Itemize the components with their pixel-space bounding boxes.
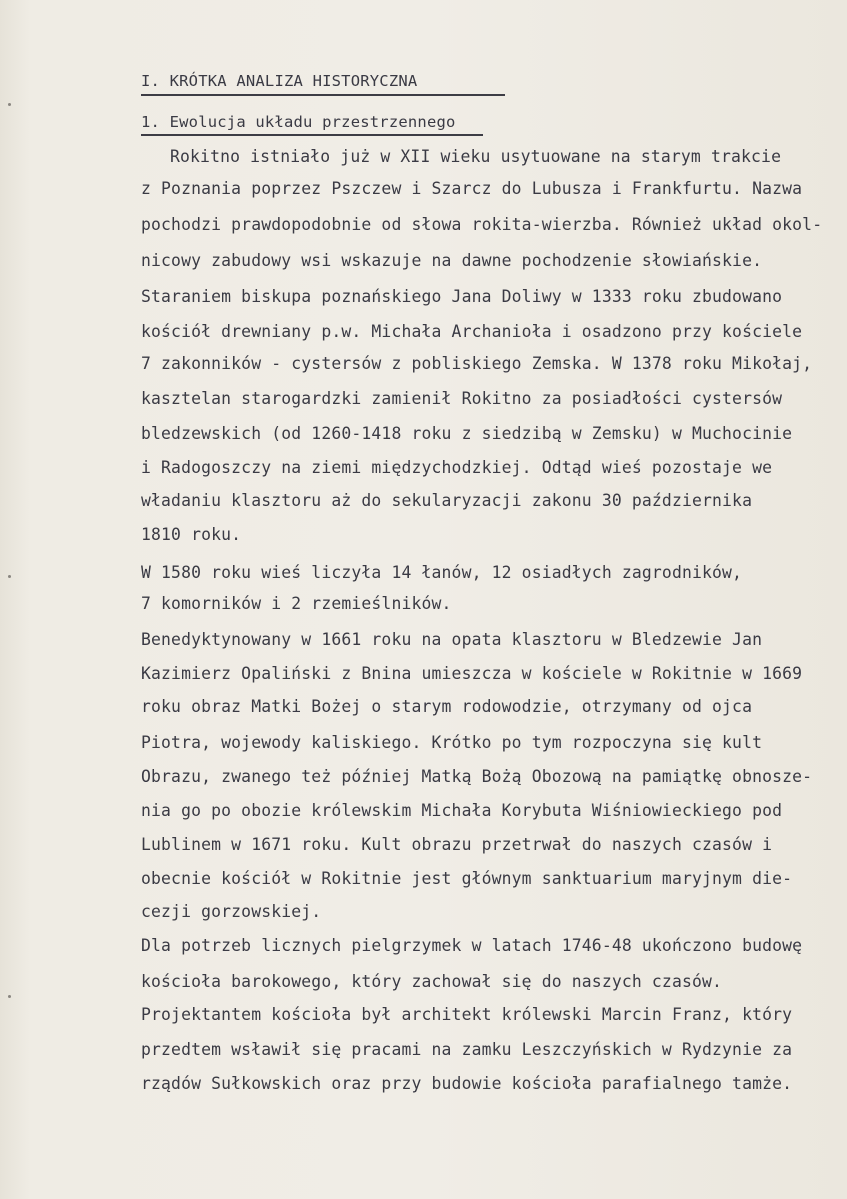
body-line: Piotra, wojewody kaliskiego. Krótko po tym rozpoczyna się kult [141, 733, 763, 752]
body-line: Lublinem w 1671 roku. Kult obrazu przetrwał do naszych czasów i [141, 835, 773, 854]
body-line: Projektantem kościoła był architekt królewski Marcin Franz, który [141, 1005, 793, 1024]
body-line: bledzewskich (od 1260-1418 roku z siedzibą w Zemsku) w Muchocinie [141, 424, 793, 443]
body-line: W 1580 roku wieś liczyła 14 łanów, 12 osiadłych zagrodników, [141, 563, 743, 582]
body-line: 1810 roku. [141, 525, 242, 544]
section-heading: I. KRÓTKA ANALIZA HISTORYCZNA [141, 72, 418, 90]
body-line: pochodzi prawdopodobnie od słowa rokita-wierzba. Również układ okol- [141, 215, 823, 234]
body-line: obecnie kościół w Rokitnie jest głównym sanktuarium maryjnym die- [141, 869, 793, 888]
body-line: nia go po obozie królewskim Michała Korybuta Wiśniowieckiego pod [141, 801, 783, 820]
body-line: cezji gorzowskiej. [141, 902, 322, 921]
body-line: kościół drewniany p.w. Michała Archanioła i osadzono przy kościele [141, 322, 803, 341]
body-line: 7 zakonników - cystersów z pobliskiego Zemska. W 1378 roku Mikołaj, [141, 354, 813, 373]
body-line: Staraniem biskupa poznańskiego Jana Doliwy w 1333 roku zbudowano [141, 287, 783, 306]
body-line: Rokitno istniało już w XII wieku usytuowane na starym trakcie [170, 147, 782, 166]
margin-mark [8, 103, 11, 106]
body-line: kościoła barokowego, który zachował się do naszych czasów. [141, 972, 723, 991]
body-line: Kazimierz Opaliński z Bnina umieszcza w kościele w Rokitnie w 1669 [141, 664, 803, 683]
body-line: i Radogoszczy na ziemi międzychodzkiej. Odtąd wieś pozostaje we [141, 458, 773, 477]
section-heading-underline [141, 94, 505, 96]
body-line: 7 komorników i 2 rzemieślników. [141, 594, 452, 613]
body-line: Dla potrzeb licznych pielgrzymek w latach 1746-48 ukończono budowę [141, 936, 803, 955]
body-line: kasztelan starogardzki zamienił Rokitno za posiadłości cystersów [141, 389, 783, 408]
body-line: przedtem wsławił się pracami na zamku Leszczyńskich w Rydzynie za [141, 1040, 793, 1059]
body-line: nicowy zabudowy wsi wskazuje na dawne pochodzenie słowiańskie. [141, 251, 763, 270]
body-line: z Poznania poprzez Pszczew i Szarcz do Lubusza i Frankfurtu. Nazwa [141, 179, 803, 198]
margin-mark [8, 995, 11, 998]
body-line: roku obraz Matki Bożej o starym rodowodzie, otrzymany od ojca [141, 697, 753, 716]
body-line: Obrazu, zwanego też później Matką Bożą Obozową na pamiątkę obnosze- [141, 767, 813, 786]
subsection-heading: 1. Ewolucja układu przestrzennego [141, 113, 456, 131]
body-line: władaniu klasztoru aż do sekularyzacji zakonu 30 października [141, 491, 753, 510]
margin-mark [8, 575, 11, 578]
body-line: Benedyktynowany w 1661 roku na opata klasztoru w Bledzewie Jan [141, 630, 763, 649]
body-line: rządów Sułkowskich oraz przy budowie kościoła parafialnego tamże. [141, 1074, 793, 1093]
subsection-heading-underline [141, 134, 483, 136]
